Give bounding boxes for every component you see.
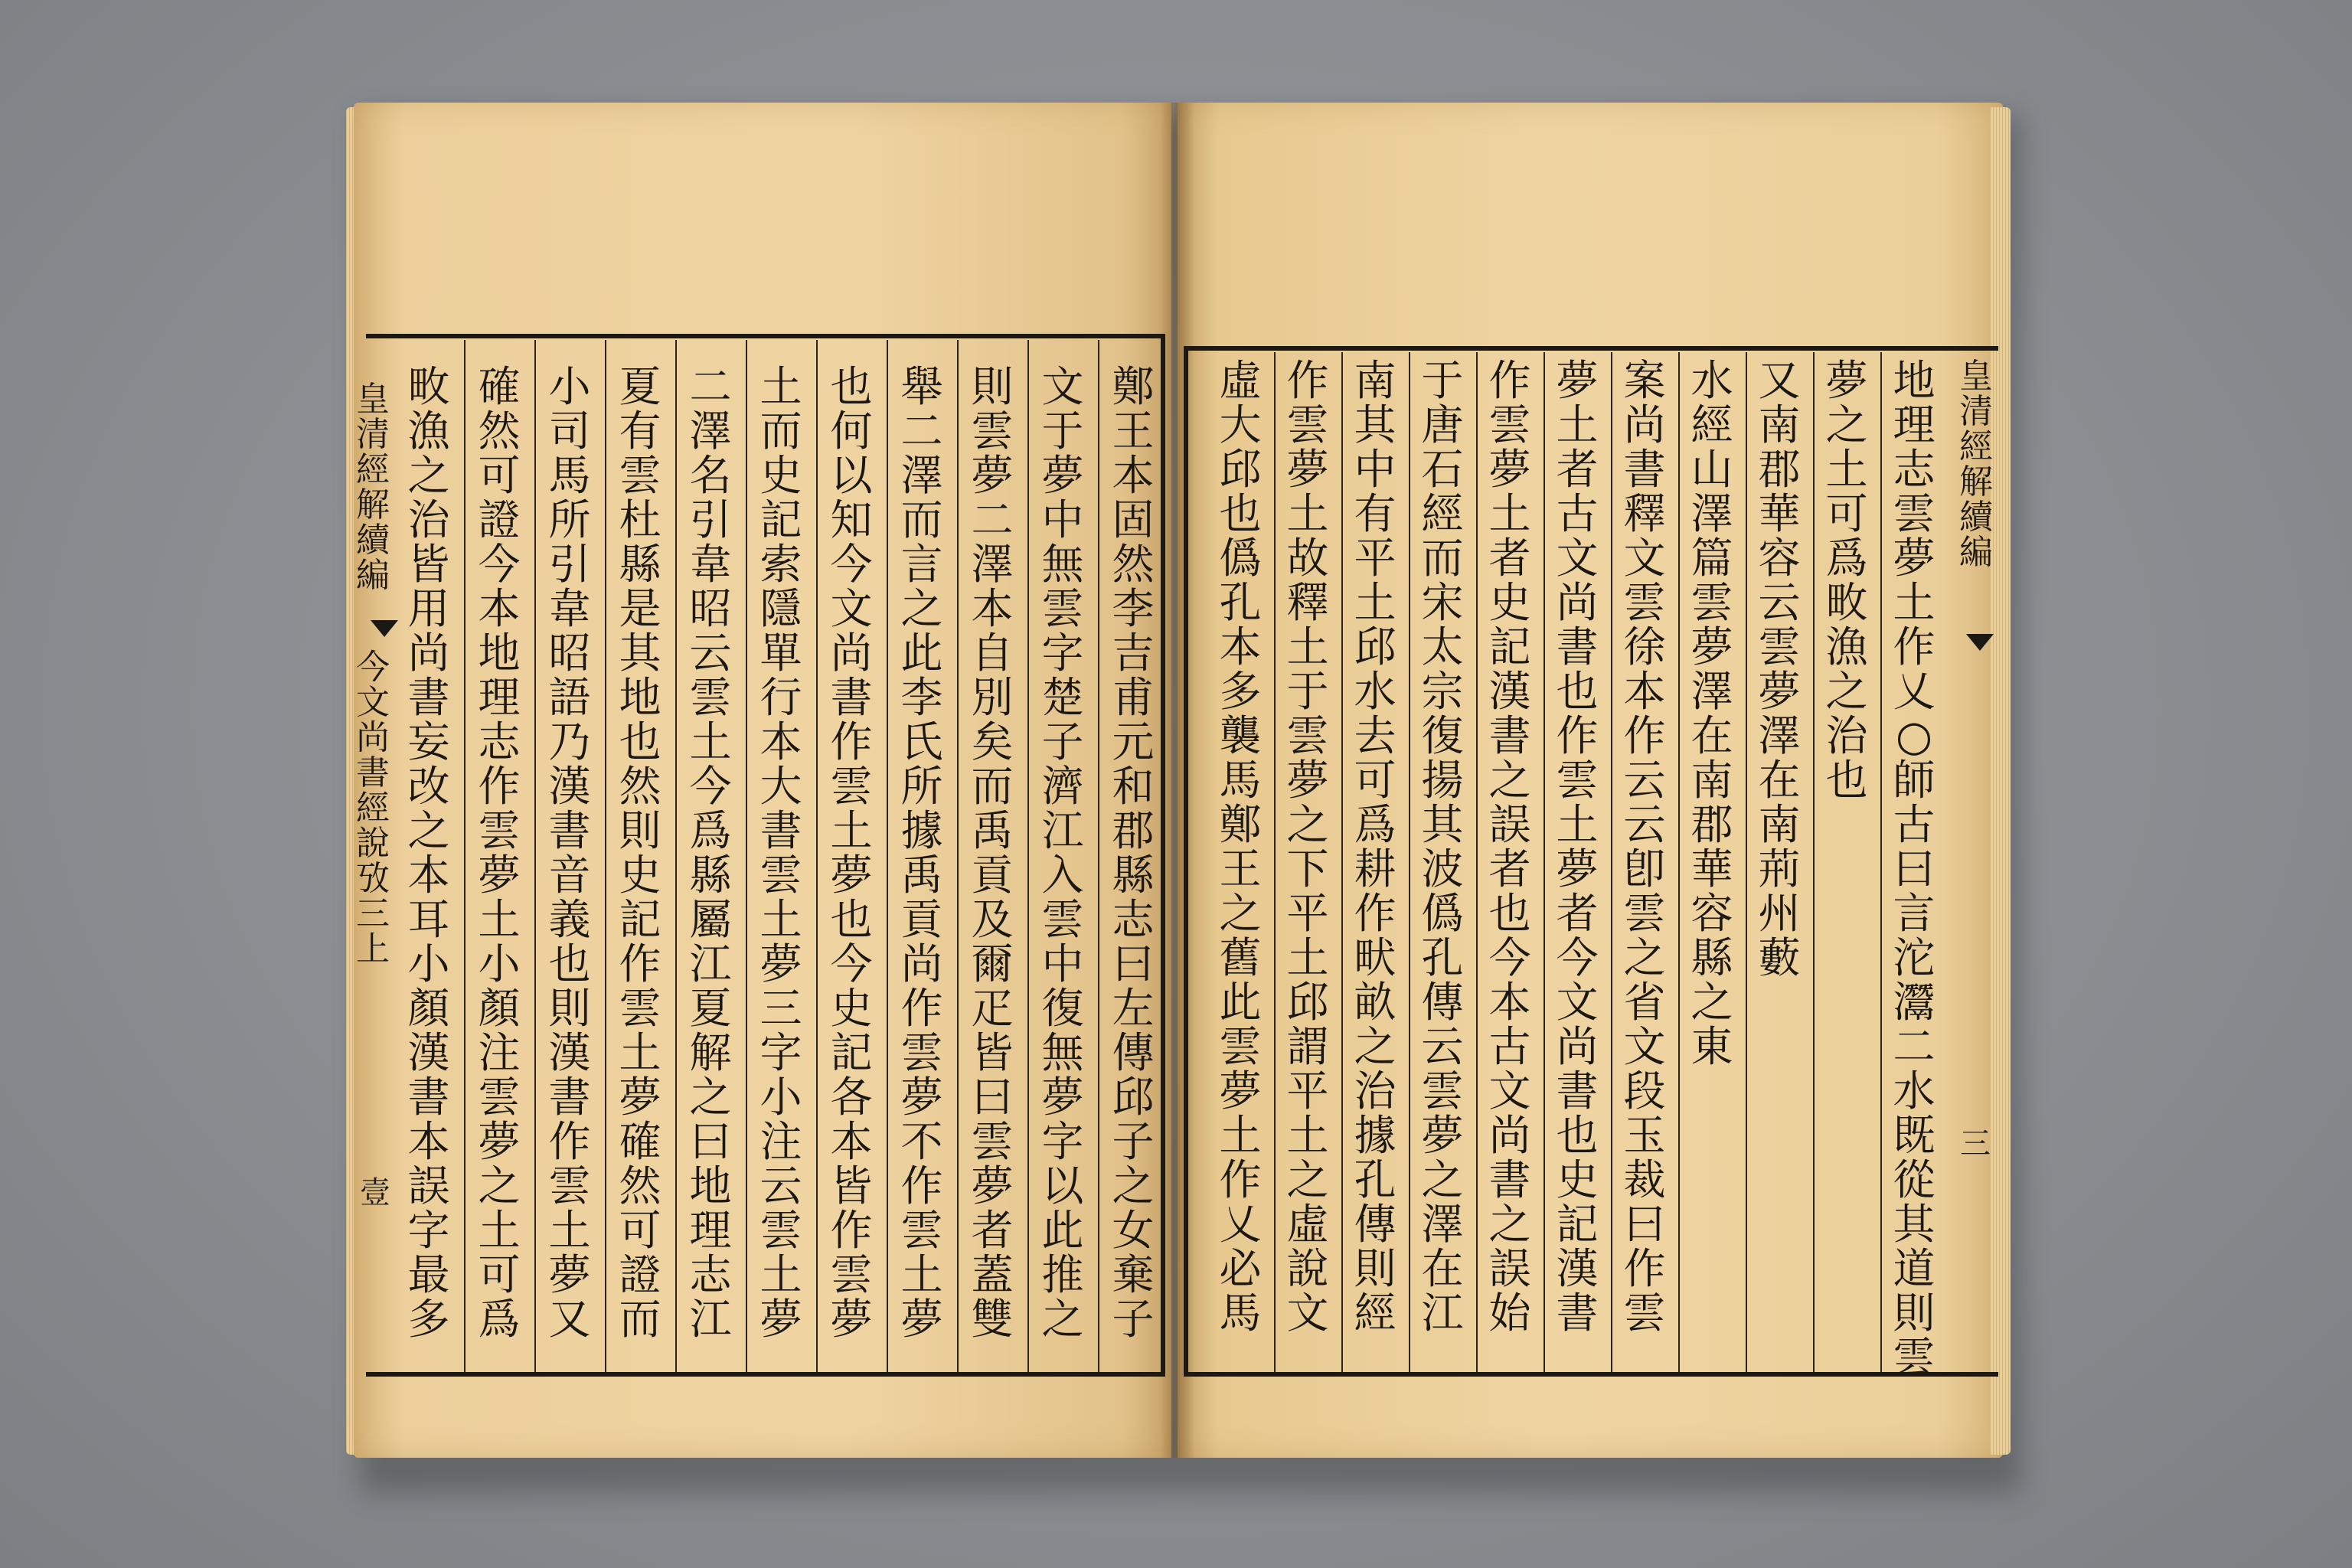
column-rule bbox=[816, 340, 818, 1372]
column-rule bbox=[1027, 340, 1029, 1372]
left-leaf-number: 壹 bbox=[360, 1175, 390, 1210]
right-text-column: 水 經 山 澤 篇 雲 夢 澤 在 南 郡 華 容 縣 之 東 bbox=[1690, 356, 1733, 1071]
column-rule bbox=[1409, 352, 1410, 1372]
left-margin-subtitle: 今 文 尚 書 經 說 攷 三 上 bbox=[356, 648, 390, 969]
right-text-column: 夢 之 土 可 爲 畋 漁 之 治 也 bbox=[1825, 356, 1868, 805]
column-rule bbox=[1611, 352, 1612, 1372]
column-rule bbox=[1274, 352, 1276, 1372]
right-leaf-number: 三 bbox=[1960, 1126, 1991, 1161]
column-rule bbox=[464, 340, 466, 1372]
right-text-column: 案 尚 書 釋 文 雲 徐 本 作 云 云 卽 雲 之 省 文 段 玉 裁 曰 作 雲 bbox=[1623, 356, 1666, 1338]
left-text-column: 二 澤 名 引 韋 昭 云 雲 土 今 爲 縣 屬 江 夏 解 之 曰 地 理 志 江 bbox=[689, 362, 732, 1344]
column-rule bbox=[675, 340, 677, 1372]
column-rule bbox=[534, 340, 536, 1372]
right-text-column: 又 南 郡 華 容 云 雲 夢 澤 在 南 荊 州 藪 bbox=[1758, 356, 1801, 982]
left-text-column: 也 何 以 知 今 文 尚 書 作 雲 土 夢 也 今 史 記 各 本 皆 作 雲 夢 bbox=[830, 362, 873, 1344]
right-text-column: 南 其 中 有 平 土 邱 水 去 可 爲 耕 作 畎 畝 之 治 據 孔 傳 則 經 bbox=[1354, 356, 1396, 1338]
column-rule bbox=[1544, 352, 1545, 1372]
right-text-column: 地 理 志 雲 夢 土 作 乂 ○ 師 古 曰 言 沱 灊 二 水 既 從 其 道 則 雲 bbox=[1893, 356, 1936, 1382]
left-text-column: 土 而 史 記 索 隱 單 行 本 大 書 雲 土 夢 三 字 小 注 云 雲 土 夢 bbox=[760, 362, 802, 1344]
column-rule bbox=[887, 340, 888, 1372]
column-rule bbox=[1880, 352, 1882, 1372]
left-text-column: 確 然 可 證 今 本 地 理 志 作 雲 夢 土 小 顏 注 雲 夢 之 土 可 爲 bbox=[478, 362, 521, 1344]
column-rule bbox=[605, 340, 606, 1372]
left-text-column: 則 雲 夢 二 澤 本 自 別 矣 而 禹 貢 及 爾 疋 皆 曰 雲 夢 者 蓋 雙 bbox=[971, 362, 1014, 1344]
column-rule bbox=[1746, 352, 1747, 1372]
column-rule bbox=[1813, 352, 1815, 1372]
left-text-column: 畋 漁 之 治 皆 用 尚 書 妄 改 之 本 耳 小 顏 漢 書 本 誤 字 最 多 bbox=[407, 362, 450, 1344]
right-text-column: 于 唐 石 經 而 宋 太 宗 復 揚 其 波 僞 孔 傳 云 雲 夢 之 澤 在 江 bbox=[1421, 356, 1464, 1338]
left-text-column: 舉 二 澤 而 言 之 此 李 氏 所 據 禹 貢 尚 作 雲 夢 不 作 雲 土 夢 bbox=[900, 362, 943, 1344]
right-text-column: 虛 大 邱 也 僞 孔 本 多 襲 馬 鄭 王 之 舊 此 雲 夢 土 作 乂 必 馬 bbox=[1219, 356, 1262, 1338]
right-fishtail-mark bbox=[1966, 634, 1994, 651]
right-text-column: 作 雲 夢 土 者 史 記 漢 書 之 誤 者 也 今 本 古 文 尚 書 之 誤 始 bbox=[1488, 356, 1531, 1338]
left-fishtail-mark bbox=[371, 620, 398, 637]
right-margin-title: 皇 清 經 解 續 編 bbox=[1959, 357, 1993, 572]
left-margin-title: 皇 清 經 解 續 編 bbox=[356, 380, 390, 595]
column-rule bbox=[1678, 352, 1680, 1372]
left-text-column: 小 司 馬 所 引 韋 昭 語 乃 漢 書 音 義 也 則 漢 書 作 雲 土 夢 又 bbox=[548, 362, 591, 1344]
column-rule bbox=[957, 340, 959, 1372]
left-text-column: 夏 有 雲 杜 縣 是 其 地 也 然 則 史 記 作 雲 土 夢 確 然 可 證 而 bbox=[619, 362, 662, 1344]
column-rule bbox=[1098, 340, 1099, 1372]
column-rule bbox=[1476, 352, 1478, 1372]
right-text-column: 作 雲 夢 土 故 釋 土 于 雲 夢 之 下 平 土 邱 謂 平 土 之 虛 說 文 bbox=[1286, 356, 1329, 1338]
right-text-column: 夢 土 者 古 文 尚 書 也 作 雲 土 夢 者 今 文 尚 書 也 史 記 漢 書 bbox=[1556, 356, 1599, 1338]
column-rule bbox=[746, 340, 747, 1372]
left-text-column: 文 于 夢 中 無 雲 字 楚 子 濟 江 入 雲 中 復 無 夢 字 以 此 推 之 bbox=[1041, 362, 1084, 1344]
left-text-column: 鄭 王 本 固 然 李 吉 甫 元 和 郡 縣 志 曰 左 傳 邱 子 之 女 棄 子 bbox=[1112, 362, 1155, 1344]
column-rule bbox=[1341, 352, 1343, 1372]
